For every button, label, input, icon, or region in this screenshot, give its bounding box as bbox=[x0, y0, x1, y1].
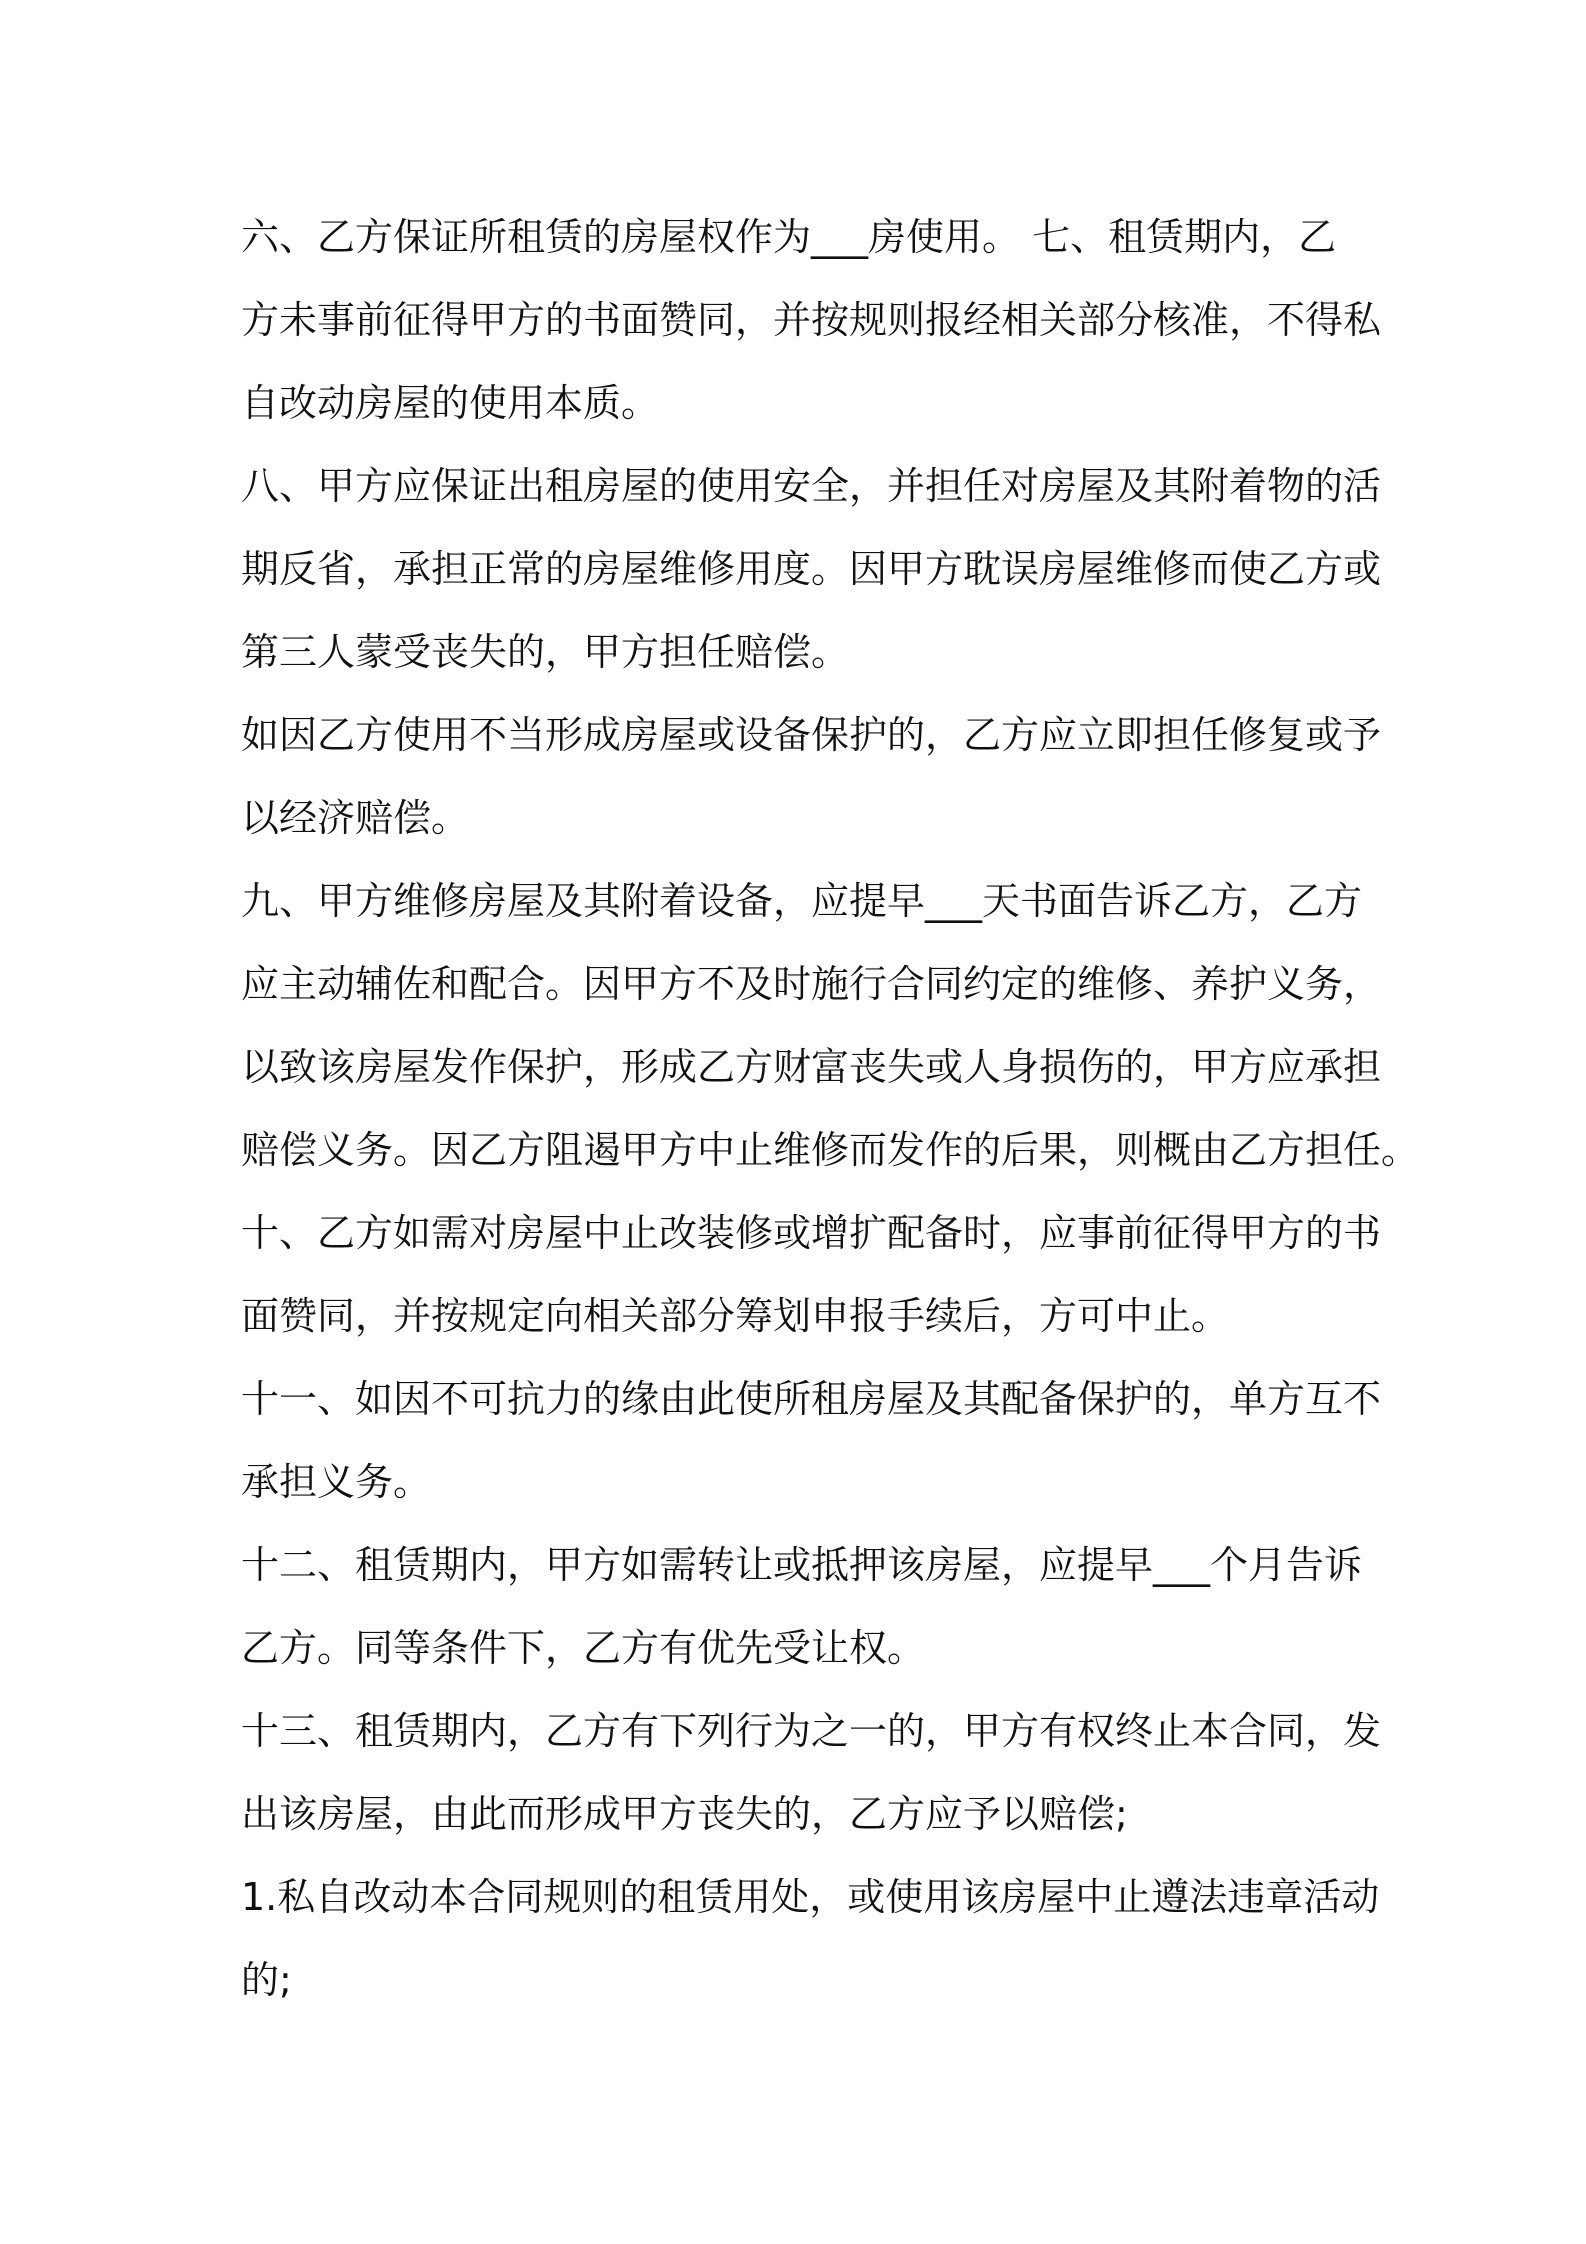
clause-8-damage bbox=[241, 694, 1382, 860]
clause-9 bbox=[241, 860, 1420, 1192]
text-line: 八、甲方应保证出租房屋的使用安全，并担任对房屋及其附着物的活 bbox=[241, 464, 1382, 508]
clause-13 bbox=[241, 1690, 1382, 1856]
text-line: 以致该房屋发作保护，形成乙方财富丧失或人身损伤的，甲方应承担 bbox=[241, 1045, 1382, 1089]
document-body bbox=[241, 196, 1420, 2022]
clause-13-item-1 bbox=[241, 1856, 1380, 2022]
text-line: 1.私自改动本合同规则的租赁用处，或使用该房屋中止遵法违章活动 bbox=[241, 1875, 1380, 1919]
text-line: 方未事前征得甲方的书面赞同，并按规则报经相关部分核准，不得私 bbox=[241, 298, 1382, 342]
clause-11 bbox=[241, 1358, 1382, 1524]
text-line: 面赞同，并按规定向相关部分筹划申报手续后，方可中止。 bbox=[241, 1294, 1230, 1338]
text-line: 期反省，承担正常的房屋维修用度。因甲方耽误房屋维修而使乙方或 bbox=[241, 547, 1382, 591]
text-line: 十、乙方如需对房屋中止改装修或增扩配备时，应事前征得甲方的书 bbox=[241, 1211, 1382, 1255]
text-line: 十一、如因不可抗力的缘由此使所租房屋及其配备保护的，单方互不 bbox=[241, 1377, 1382, 1421]
text-line: 十二、租赁期内，甲方如需转让或抵押该房屋，应提早___个月告诉 bbox=[241, 1543, 1363, 1587]
text-line: 如因乙方使用不当形成房屋或设备保护的，乙方应立即担任修复或予 bbox=[241, 713, 1382, 757]
text-line: 赔偿义务。因乙方阻遏甲方中止维修而发作的后果，则概由乙方担任。 bbox=[241, 1128, 1420, 1172]
text-line: 应主动辅佐和配合。因甲方不及时施行合同约定的维修、养护义务， bbox=[241, 962, 1382, 1006]
text-line: 自改动房屋的使用本质。 bbox=[241, 381, 660, 425]
clause-6-7 bbox=[241, 196, 1382, 445]
text-line: 以经济赔偿。 bbox=[241, 796, 470, 840]
text-line: 六、乙方保证所租赁的房屋权作为___房使用。 七、租赁期内，乙 bbox=[241, 215, 1337, 259]
clause-12 bbox=[241, 1524, 1361, 1690]
text-line: 九、甲方维修房屋及其附着设备，应提早___天书面告诉乙方，乙方 bbox=[241, 879, 1363, 923]
text-line: 十三、租赁期内，乙方有下列行为之一的，甲方有权终止本合同，发 bbox=[241, 1709, 1382, 1753]
text-line: 承担义务。 bbox=[241, 1460, 432, 1504]
clause-10 bbox=[241, 1192, 1382, 1358]
text-line: 的; bbox=[241, 1958, 292, 2002]
text-line: 乙方。同等条件下，乙方有优先受让权。 bbox=[241, 1626, 926, 1670]
clause-8 bbox=[241, 445, 1382, 694]
text-line: 第三人蒙受丧失的，甲方担任赔偿。 bbox=[241, 630, 850, 674]
text-line: 出该房屋，由此而形成甲方丧失的，乙方应予以赔偿; bbox=[241, 1792, 1128, 1836]
